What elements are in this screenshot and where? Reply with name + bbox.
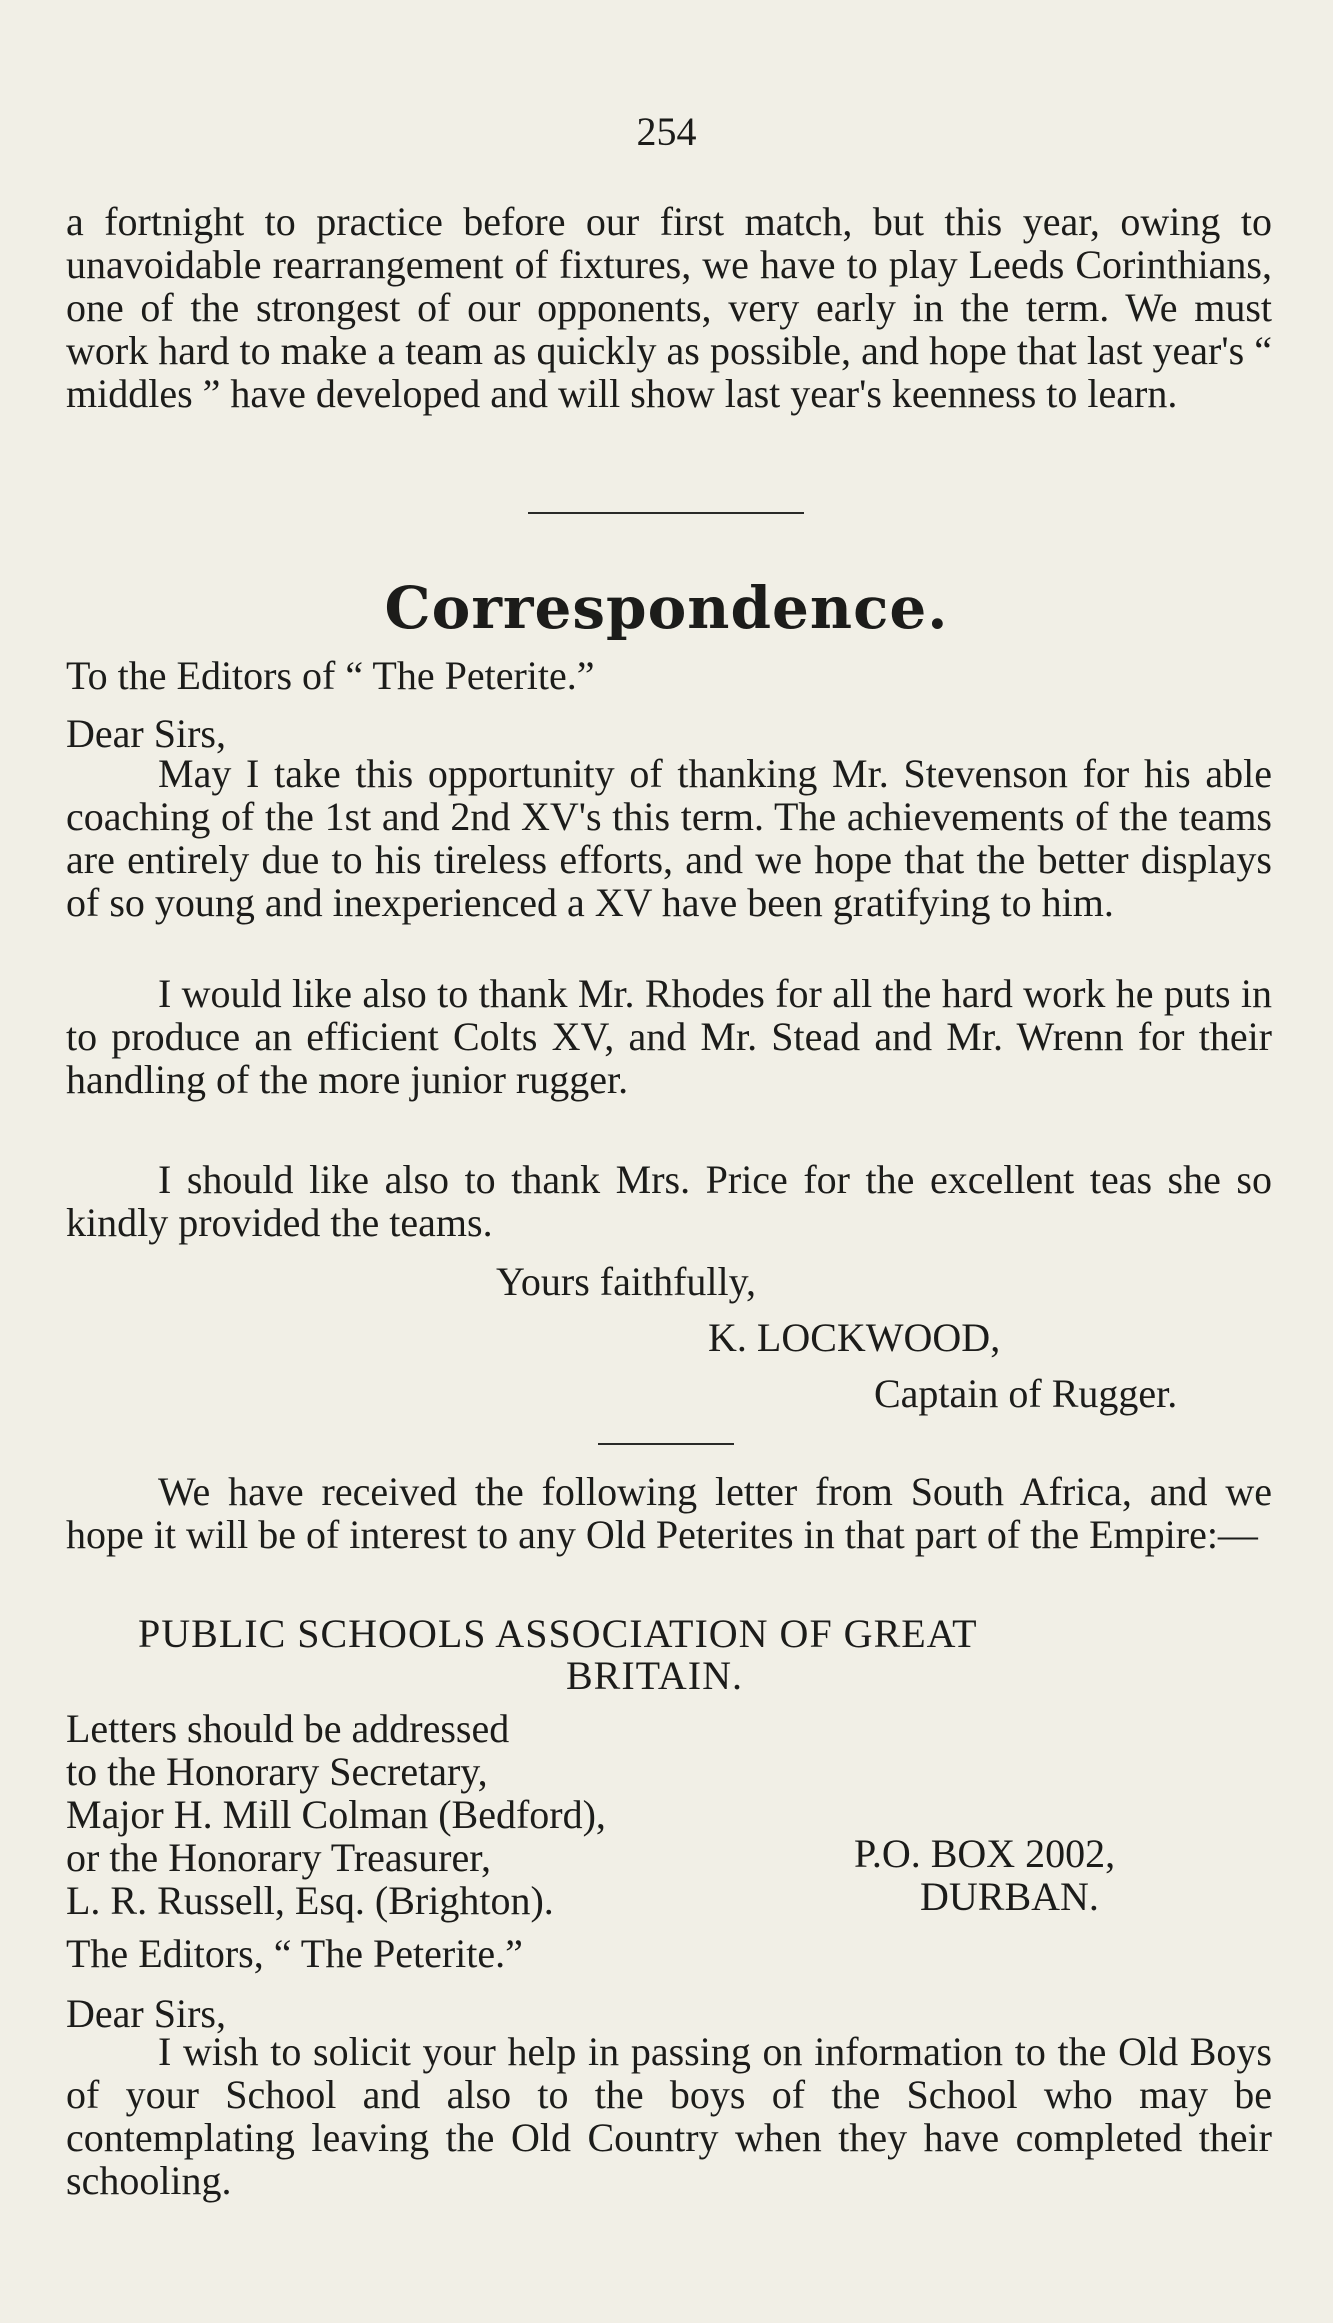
letter-paragraph: I would like also to thank Mr. Rhodes for all the hard work he puts in to produce an efficient Colts XV, and Mr. Stead and Mr. Wrenn for their handling of the more junior rugger. [66, 971, 1272, 1102]
south-africa-letter-body: I wish to solicit your help in passing on information to the Old Boys of your School and also to the boys of the School who may be contemplating leaving the Old Country when they have completed their schooling. [66, 2029, 1272, 2203]
address-line: or the Honorary Treasurer, [66, 1835, 491, 1880]
letter-paragraph: I should like also to thank Mrs. Price for the excellent teas she so kindly provided the teams. [66, 1157, 1272, 1245]
letter-paragraph: May I take this opportunity of thanking Mr. Stevenson for his able coaching of the 1st and 2nd XV's this term. The achievements of the teams are entirely due to his tireless efforts, and we hope that the better displays of so young and inexperienced a XV have been gratifying to him. [66, 751, 1272, 925]
section-divider [528, 512, 804, 514]
south-africa-intro: We have received the following letter from South Africa, and we hope it will be of interest to any Old Peterites in that part of the Empire:— [66, 1469, 1272, 1557]
letter-salutation: Dear Sirs, [66, 711, 226, 756]
address-line: Letters should be addressed [66, 1706, 510, 1751]
letterhead-line: PUBLIC SCHOOLS ASSOCIATION OF GREAT [138, 1611, 978, 1656]
address-line: to the Honorary Secretary, [66, 1749, 488, 1794]
letter-salutation: Dear Sirs, [66, 1991, 226, 2036]
letter-addressee: To the Editors of “ The Peterite.” [66, 653, 595, 698]
letter-signatory-title: Captain of Rugger. [874, 1371, 1178, 1416]
intro-paragraph: a fortnight to practice before our first match, but this year, owing to unavoidable rearrangement of fixtures, we have to play Leeds Corinthians, one of the strongest of our opponents, very early in the term. We must work hard to make a team as quickly as possible, and hope that last year's “ middles ” have developed and will show last year's keenness to learn. [66, 199, 1272, 416]
letter-addressee: The Editors, “ The Peterite.” [66, 1931, 523, 1976]
section-divider [598, 1443, 734, 1445]
address-line: L. R. Russell, Esq. (Brighton). [66, 1878, 554, 1923]
po-box: P.O. BOX 2002, [854, 1831, 1116, 1876]
correspondence-heading: Correspondence. [384, 574, 949, 642]
letterhead-line: BRITAIN. [566, 1653, 744, 1698]
letter-signature: K. LOCKWOOD, [708, 1315, 1001, 1360]
letter-closing: Yours faithfully, [496, 1259, 757, 1304]
address-line: Major H. Mill Colman (Bedford), [66, 1792, 606, 1837]
page-number: 254 [636, 109, 697, 154]
city: DURBAN. [920, 1874, 1099, 1919]
